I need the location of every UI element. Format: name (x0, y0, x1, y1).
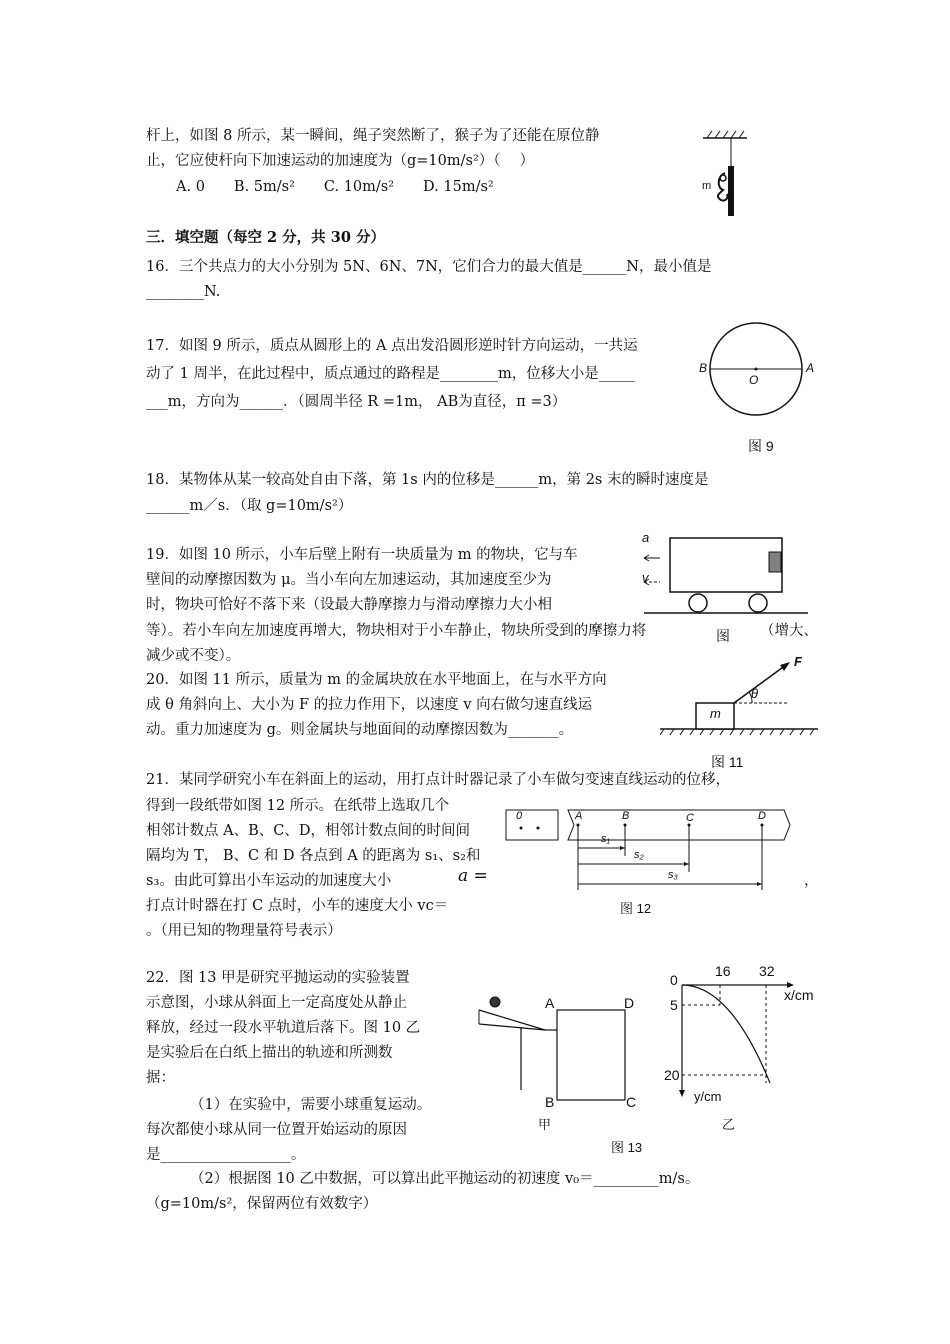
q21-fig-label-c: C (686, 812, 694, 824)
q22-part2-line2: （g=10m/s²，保留两位有效数字） (146, 1196, 378, 1212)
q22-part1-line1: （1）在实验中，需要小球重复运动。 (190, 1097, 432, 1113)
q15-fig-mass-label: m (702, 180, 712, 192)
figure-13-apparatus (475, 990, 645, 1110)
figure-12-tape (500, 806, 800, 896)
q22-jia-label-b: B (545, 1094, 555, 1110)
q22-line4: 是实验后在白纸上描出的轨迹和所测数 (146, 1045, 393, 1061)
q20-line1: 20．如图 11 所示，质量为 m 的金属块放在水平地面上，在与水平方向 (146, 672, 607, 688)
q21-line2: 得到一段纸带如图 12 所示。在纸带上选取几个 (146, 798, 450, 814)
q19-line2: 壁间的动摩擦因数为 μ。当小车向左加速运动，其加速度至少为 (146, 572, 552, 588)
q17-fig-caption: 图 9 (748, 438, 774, 454)
q21-fig-label-a: A (575, 810, 583, 822)
q21-fig-label-b: B (622, 810, 630, 822)
q21-fig-label-s3: s₃ (668, 869, 678, 881)
q20-fig-label-f: F (794, 654, 802, 669)
q22-jia-name: 甲 (538, 1117, 552, 1132)
q22-part1-line2: 每次都使小球从同一位置开始运动的原因 (146, 1122, 407, 1138)
q15-line2: 止，它应使杆向下加速运动的加速度为（g=10m/s²）（ ） (146, 153, 535, 169)
figure-13-trajectory (660, 965, 820, 1105)
q22-jia-label-a: A (545, 995, 555, 1011)
q20-line2: 成 θ 角斜向上、大小为 F 的拉力作用下，以速度 v 向右做匀速直线运 (146, 697, 593, 713)
q17-fig-label-a: A (806, 361, 815, 375)
q21-line6: 打点计时器在打 C 点时，小车的速度大小 vc＝ (146, 898, 449, 914)
q19-fig-caption: 图 (716, 628, 730, 644)
q21-line3: 相邻计数点 A、B、C、D，相邻计数点间的时间间 (146, 823, 470, 839)
q21-line4: 隔均为 T， B、C 和 D 各点到 A 的距离为 s₁、s₂和 (146, 848, 481, 864)
q22-yi-y5: 5 (670, 997, 678, 1013)
q19-fig-label-v: v (642, 570, 649, 585)
q21-accel-symbol: a = (458, 866, 488, 886)
q17-line1: 17．如图 9 所示，质点从圆形上的 A 点出发沿圆形逆时针方向运动，一共运 (146, 338, 638, 354)
q19-fig-label-a: a (642, 530, 650, 545)
q17-line2: 动了 1 周半，在此过程中，质点通过的路程是________m，位移大小是_____ (146, 366, 635, 382)
q22-line2: 示意图，小球从斜面上一定高度处从静止 (146, 995, 407, 1011)
q16-line1: 16．三个共点力的大小分别为 5N、6N、7N，它们合力的最大值是______N，最小值是 (146, 259, 712, 275)
q22-yi-y-axis-label: y/cm (694, 1089, 722, 1104)
q22-yi-x32: 32 (759, 963, 775, 979)
q21-line5: s₃。由此可算出小车运动的加速度大小 (146, 873, 392, 889)
q19-line3: 时，物块可恰好不落下来（设最大静摩擦力与滑动摩擦力大小相 (146, 597, 552, 613)
q17-fig-label-o: O (749, 373, 759, 387)
q21-fig-label-zero: 0 (516, 810, 523, 822)
q19-line5: 减少或不变）。 (146, 648, 241, 664)
q22-fig-caption: 图 13 (611, 1140, 643, 1155)
figure-8-monkey (695, 128, 755, 218)
q22-yi-x16: 16 (715, 963, 731, 979)
q16-line2: ________N. (146, 284, 221, 300)
q20-fig-label-theta: θ (751, 686, 759, 701)
q22-yi-x-axis-label: x/cm (784, 987, 814, 1003)
q20-fig-caption: 图 11 (711, 754, 744, 770)
q22-yi-y20: 20 (664, 1067, 680, 1083)
q22-part1-line3: 是__________________。 (146, 1147, 306, 1163)
q21-comma: ， (804, 873, 819, 889)
q21-fig-label-d: D (758, 810, 766, 822)
q22-yi-name: 乙 (722, 1117, 736, 1132)
q17-line3: ___m，方向为______．（圆周半径 R =1m， AB为直径，π =3） (146, 394, 567, 410)
q22-yi-origin: 0 (670, 972, 678, 988)
q19-line1: 19．如图 10 所示，小车后壁上附有一块质量为 m 的物块，它与车 (146, 547, 578, 563)
q20-fig-label-m: m (710, 706, 721, 721)
q18-line1: 18．某物体从某一较高处自由下落，第 1s 内的位移是______m，第 2s 末的瞬时速度是 (146, 472, 709, 488)
q22-part2-line1: （2）根据图 10 乙中数据，可以算出此平抛运动的初速度 v₀＝_________m/s。 (190, 1171, 700, 1187)
q21-fig-label-s1: s₁ (601, 833, 610, 845)
figure-10-cart (636, 530, 816, 620)
q18-line2: ______m／s．（取 g=10m/s²） (146, 498, 353, 514)
q22-jia-label-c: C (626, 1094, 637, 1110)
q15-options: A. 0 B. 5m/s² C. 10m/s² D. 15m/s² (176, 179, 494, 195)
q22-line3: 释放，经过一段水平轨道后落下。图 10 乙 (146, 1020, 421, 1036)
q19-line4: 等）。若小车向左加速度再增大，物块相对于小车静止，物块所受到的摩擦力将 (146, 623, 647, 639)
q17-fig-label-b: B (699, 361, 708, 375)
q15-line1: 杆上，如图 8 所示，某一瞬间，绳子突然断了，猴子为了还能在原位静 (146, 128, 600, 144)
section-3-title: 三．填空题（每空 2 分，共 30 分） (146, 229, 385, 246)
figure-9-circle (700, 318, 820, 428)
q21-fig-caption: 图 12 (620, 901, 652, 916)
q21-line1: 21．某同学研究小车在斜面上的运动，用打点计时器记录了小车做匀变速直线运动的位移， (146, 772, 730, 788)
q21-fig-label-s2: s₂ (634, 849, 644, 861)
q21-line7: 。（用已知的物理量符号表示） (146, 923, 342, 939)
q22-line5: 据： (146, 1070, 175, 1086)
q22-jia-label-d: D (624, 995, 635, 1011)
q20-line3: 动。重力加速度为 g。则金属块与地面间的动摩擦因数为_______。 (146, 722, 574, 738)
q19-line4-end: （增大、 (760, 623, 818, 639)
q22-line1: 22．图 13 甲是研究平抛运动的实验装置 (146, 970, 410, 986)
